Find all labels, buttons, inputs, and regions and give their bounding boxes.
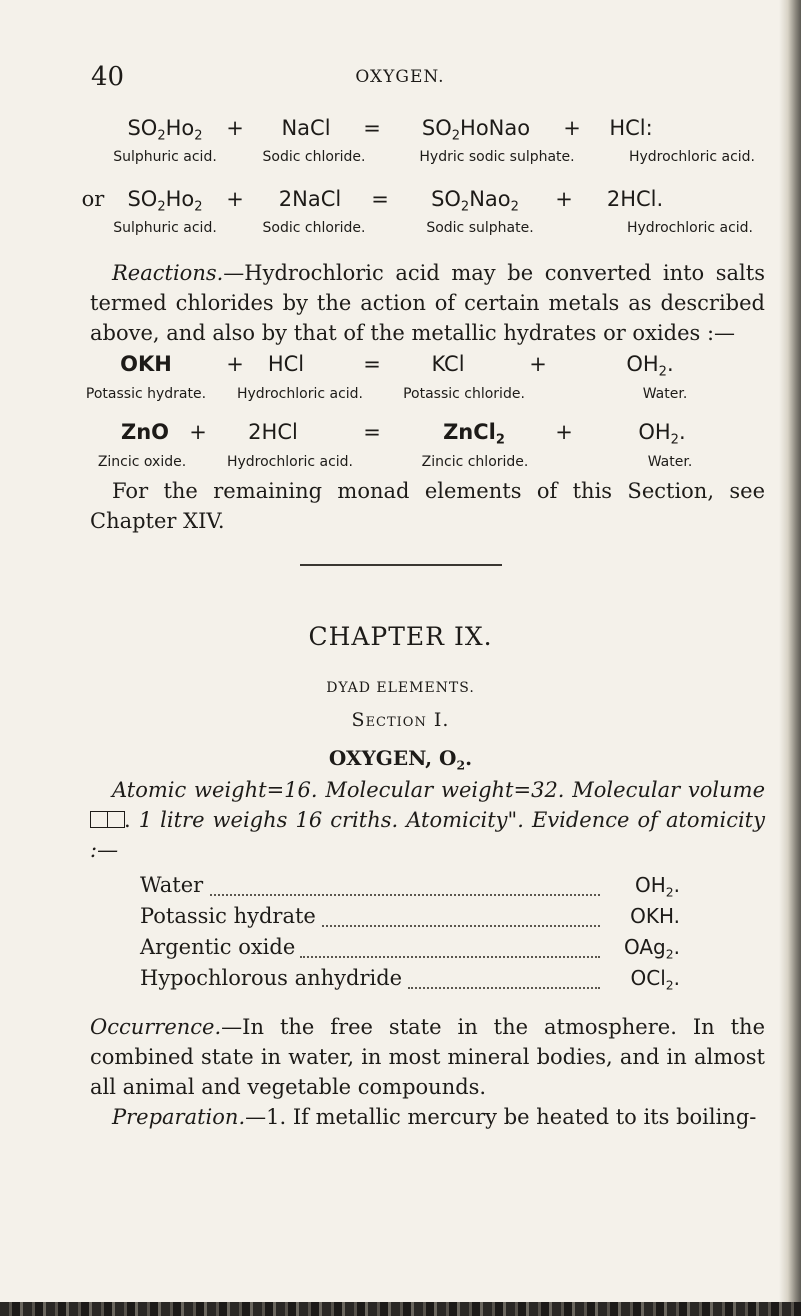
compound-name: Argentic oxide xyxy=(140,935,296,959)
eq1-term-1: $SO_2Ho_2$ xyxy=(127,116,203,144)
section-heading: Section I. xyxy=(351,709,450,731)
r2-plus-1: + xyxy=(189,420,207,444)
eq2-plus-2: + xyxy=(555,187,573,211)
r2-equals: = xyxy=(363,420,381,444)
molecular-volume: Molecular volume xyxy=(572,778,765,802)
atomicity-label: Atomicity". xyxy=(406,808,524,832)
r1-equals: = xyxy=(363,352,381,376)
caption: Zincic oxide. xyxy=(97,454,187,470)
page-bottom-edge xyxy=(0,1302,801,1316)
r2-term-3: ZnCl$_2$ xyxy=(443,420,505,448)
r1-term-4: $OH_2$. xyxy=(626,352,674,380)
r1-term-1: OKH xyxy=(120,352,172,376)
running-title: OXYGEN. xyxy=(355,67,445,87)
caption: Sodic chloride. xyxy=(262,220,366,236)
equation-row-1 xyxy=(0,116,801,146)
eq1-plus-2: + xyxy=(563,116,581,140)
compound-formula: OCl$_2$. xyxy=(630,966,680,993)
caption: Potassic hydrate. xyxy=(85,386,207,402)
r1-term-3: KCl xyxy=(431,352,465,376)
eq2-equals: = xyxy=(371,187,389,211)
atomicity-row xyxy=(140,873,680,903)
r2-plus-2: + xyxy=(555,420,573,444)
page-number: 40 xyxy=(91,62,125,92)
chapter-title: CHAPTER IX. xyxy=(308,622,493,651)
compound-formula: OKH. xyxy=(630,904,680,928)
compound-formula: $OH_2$. xyxy=(634,873,680,900)
r1-plus-1: + xyxy=(226,352,244,376)
compound-name: Hypochlorous anhydride xyxy=(140,966,403,990)
caption: Hydrochloric acid. xyxy=(626,220,754,236)
caption: Hydrochloric acid. xyxy=(236,386,364,402)
eq2-term-1: $SO_2Ho_2$ xyxy=(127,187,203,215)
eq1-plus-1: + xyxy=(226,116,244,140)
caption: Sulphuric acid. xyxy=(113,149,217,165)
eq1-term-4: HCl: xyxy=(609,116,653,140)
atomic-weight: Atomic weight=16. xyxy=(112,778,318,802)
preparation-lead: Preparation. xyxy=(112,1105,246,1129)
remaining-paragraph: For the remaining monad elements of this Section, see Chapter XIV. xyxy=(90,479,765,533)
occurrence-text: —In the free state in the atmosphere. In the combined state in water, in most mineral bodies, and in almost all animal and vegetable compounds. xyxy=(90,1015,765,1099)
compound-name: Water xyxy=(140,873,204,897)
caption: Hydrochloric acid. xyxy=(628,149,756,165)
reaction-row-1 xyxy=(0,352,801,382)
caption: Sulphuric acid. xyxy=(113,220,217,236)
r1-term-2: HCl xyxy=(267,352,305,376)
atomicity-row xyxy=(140,966,680,996)
litre-weight: 1 litre weighs 16 criths. xyxy=(138,808,399,832)
chapter-subtitle: DYAD ELEMENTS. xyxy=(326,680,475,696)
caption: Sodic chloride. xyxy=(262,149,366,165)
caption: Sodic sulphate. xyxy=(426,220,534,236)
leader-dots xyxy=(322,925,600,927)
reactions-paragraph xyxy=(90,258,765,348)
leader-dots xyxy=(408,987,600,989)
preparation-text: —1. If metallic mercury be heated to its boiling- xyxy=(245,1105,757,1129)
occurrence-lead: Occurrence. xyxy=(90,1015,222,1039)
eq2-term-4: 2HCl. xyxy=(606,187,664,211)
eq2-term-3: $SO_2Nao_2$ xyxy=(431,187,519,215)
eq2-prefix: or xyxy=(81,187,105,211)
equation-row-2 xyxy=(0,187,801,217)
r2-term-1: ZnO xyxy=(120,420,170,444)
r2-term-2: 2HCl xyxy=(248,420,298,444)
leader-dots xyxy=(300,956,600,958)
occurrence-paragraph xyxy=(90,1012,765,1102)
eq2-term-2: 2NaCl xyxy=(278,187,342,211)
r2-term-4: $OH_2$. xyxy=(638,420,686,448)
eq1-term-2: NaCl xyxy=(281,116,331,140)
caption: Hydric sodic sulphate. xyxy=(419,149,575,165)
caption: Potassic chloride. xyxy=(403,386,525,402)
atomicity-row xyxy=(140,904,680,934)
atomicity-row xyxy=(140,935,680,965)
molecular-weight: Molecular weight=32. xyxy=(325,778,565,802)
preparation-paragraph xyxy=(90,1102,765,1132)
eq2-plus-1: + xyxy=(226,187,244,211)
caption: Hydrochloric acid. xyxy=(226,454,354,470)
reactions-text: —Hydrochloric acid may be converted into salts termed chlorides by the action of certain metals as described above, and also by that of the metallic hydrates or oxides :— xyxy=(90,261,765,345)
volume-square-icon xyxy=(90,808,124,832)
eq1-equals: = xyxy=(363,116,381,140)
atomic-paragraph: Atomic weight=16. Molecular weight=32. Molecular volume . 1 litre weighs 16 criths. Atomicity". Evidence of atomicity :— xyxy=(90,778,765,862)
eq1-term-3: $SO_2HoNao$ xyxy=(421,116,531,144)
compound-name: Potassic hydrate xyxy=(140,904,316,928)
leader-dots xyxy=(210,894,600,896)
compound-formula: OAg$_2$. xyxy=(623,935,680,962)
caption: Water. xyxy=(642,386,688,402)
evidence-label: Evidence of atomicity :— xyxy=(90,808,765,862)
section-rule xyxy=(300,564,502,566)
element-heading: OXYGEN, $O_2$. xyxy=(328,746,473,773)
caption: Water. xyxy=(647,454,693,470)
reaction-row-2 xyxy=(0,420,801,450)
reactions-lead: Reactions. xyxy=(112,261,224,285)
r1-plus-2: + xyxy=(529,352,547,376)
caption: Zincic chloride. xyxy=(421,454,529,470)
